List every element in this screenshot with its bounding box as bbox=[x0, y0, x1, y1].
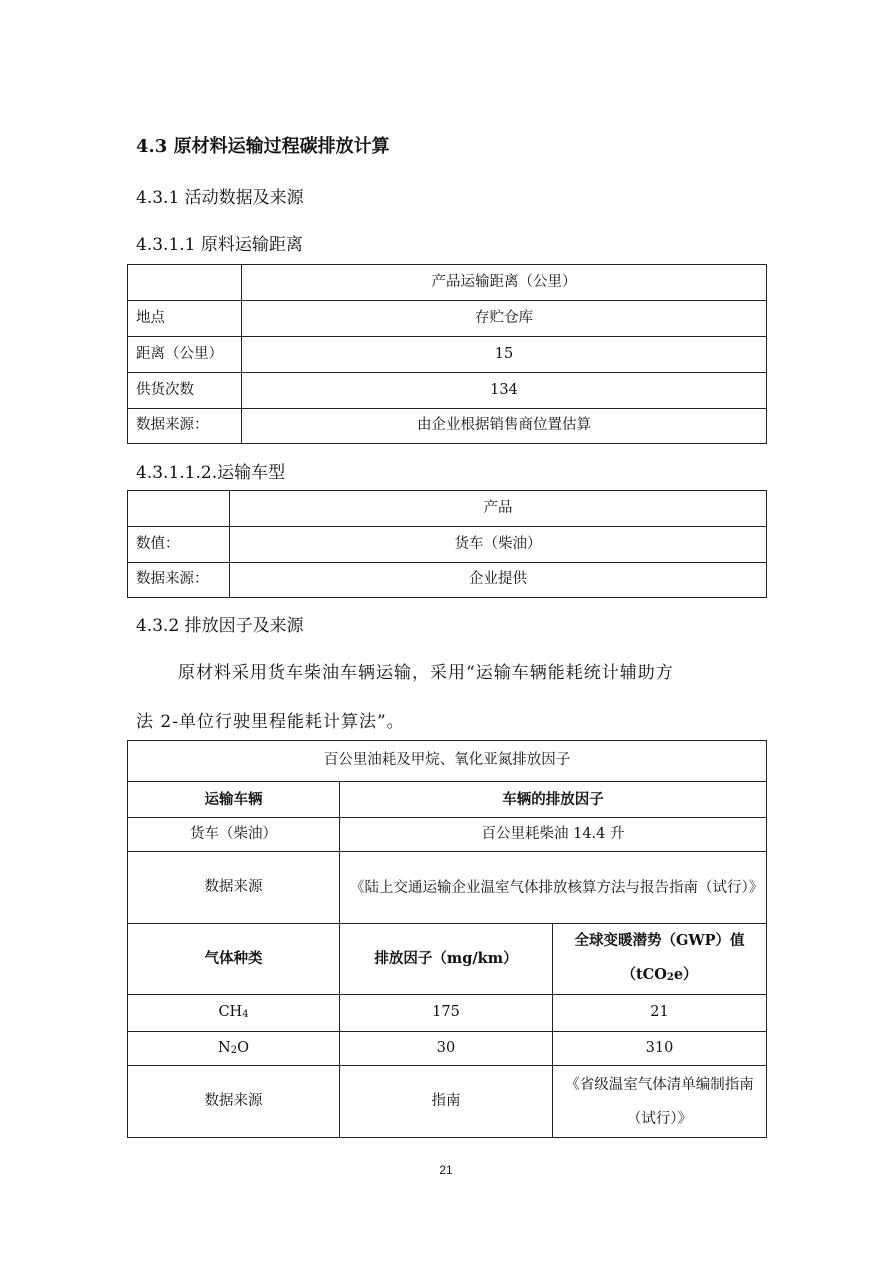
vehicle-type-table bbox=[127, 490, 767, 598]
column-header: 运输车辆 bbox=[128, 782, 340, 818]
table-title: 百公里油耗及甲烷、氧化亚氮排放因子 bbox=[128, 741, 767, 782]
gwp-unit: （tCO$_2$e） bbox=[621, 966, 698, 983]
row-value: 134 bbox=[242, 373, 767, 409]
column-header: 车辆的排放因子 bbox=[340, 782, 767, 818]
emission-factor-table bbox=[127, 740, 767, 1138]
table-row bbox=[128, 337, 767, 373]
row-label: 数据来源 bbox=[128, 1066, 340, 1138]
gwp-value: 310 bbox=[553, 1032, 767, 1066]
table-row bbox=[128, 852, 767, 924]
subsection-heading: 4.3.1 活动数据及来源 bbox=[136, 188, 304, 208]
row-value: 企业提供 bbox=[230, 563, 767, 598]
table-header: 产品运输距离（公里） bbox=[242, 265, 767, 301]
row-label: 距离（公里） bbox=[128, 337, 242, 373]
table-cell bbox=[128, 491, 230, 527]
table-cell bbox=[128, 265, 242, 301]
table-row bbox=[128, 301, 767, 337]
row-value: 指南 bbox=[340, 1066, 553, 1138]
gwp-header-line: 全球变暖潜势（GWP）值 bbox=[574, 932, 745, 949]
row-value: 百公里耗柴油 14.4 升 bbox=[340, 818, 767, 852]
table-row bbox=[128, 373, 767, 409]
section-heading: 4.3 原材料运输过程碳排放计算 bbox=[136, 136, 390, 157]
subsection-heading: 4.3.1.1 原料运输距离 bbox=[136, 235, 303, 255]
table-row bbox=[128, 563, 767, 598]
subsection-heading: 4.3.1.1.2.运输车型 bbox=[136, 463, 286, 483]
row-label: 货车（柴油） bbox=[128, 818, 340, 852]
table-row bbox=[128, 995, 767, 1032]
row-value: 15 bbox=[242, 337, 767, 373]
column-header: 排放因子（mg/km） bbox=[340, 924, 553, 995]
row-label: 地点 bbox=[128, 301, 242, 337]
gas-name: $CH_4$ bbox=[128, 995, 340, 1032]
column-header: 气体种类 bbox=[128, 924, 340, 995]
table-row bbox=[128, 818, 767, 852]
row-value: 存贮仓库 bbox=[242, 301, 767, 337]
paragraph-line: 原材料采用货车柴油车辆运输，采用“运输车辆能耗统计辅助方 bbox=[178, 663, 674, 683]
table-row bbox=[128, 409, 767, 444]
column-header bbox=[553, 924, 767, 995]
row-value: 《陆上交通运输企业温室气体排放核算方法与报告指南（试行）》 bbox=[340, 852, 767, 924]
table-row bbox=[128, 527, 767, 563]
row-value: 由企业根据销售商位置估算 bbox=[242, 409, 767, 444]
row-label: 数据来源： bbox=[128, 409, 242, 444]
table-row bbox=[128, 1032, 767, 1066]
row-value: 货车（柴油） bbox=[230, 527, 767, 563]
emission-factor: 175 bbox=[340, 995, 553, 1032]
transport-distance-table bbox=[127, 264, 767, 444]
row-label: 数据来源： bbox=[128, 563, 230, 598]
subsection-heading: 4.3.2 排放因子及来源 bbox=[136, 616, 304, 636]
table-row bbox=[128, 1066, 767, 1138]
gwp-value: 21 bbox=[553, 995, 767, 1032]
emission-factor: 30 bbox=[340, 1032, 553, 1066]
gas-name: $N_2O$ bbox=[128, 1032, 340, 1066]
page-number: 21 bbox=[439, 1163, 453, 1177]
row-label: 供货次数 bbox=[128, 373, 242, 409]
row-label: 数值： bbox=[128, 527, 230, 563]
row-value: 《省级温室气体清单编制指南（试行）》 bbox=[553, 1066, 767, 1138]
table-header: 产品 bbox=[230, 491, 767, 527]
paragraph-line: 法 2-单位行驶里程能耗计算法”。 bbox=[136, 712, 405, 732]
row-label: 数据来源 bbox=[128, 852, 340, 924]
